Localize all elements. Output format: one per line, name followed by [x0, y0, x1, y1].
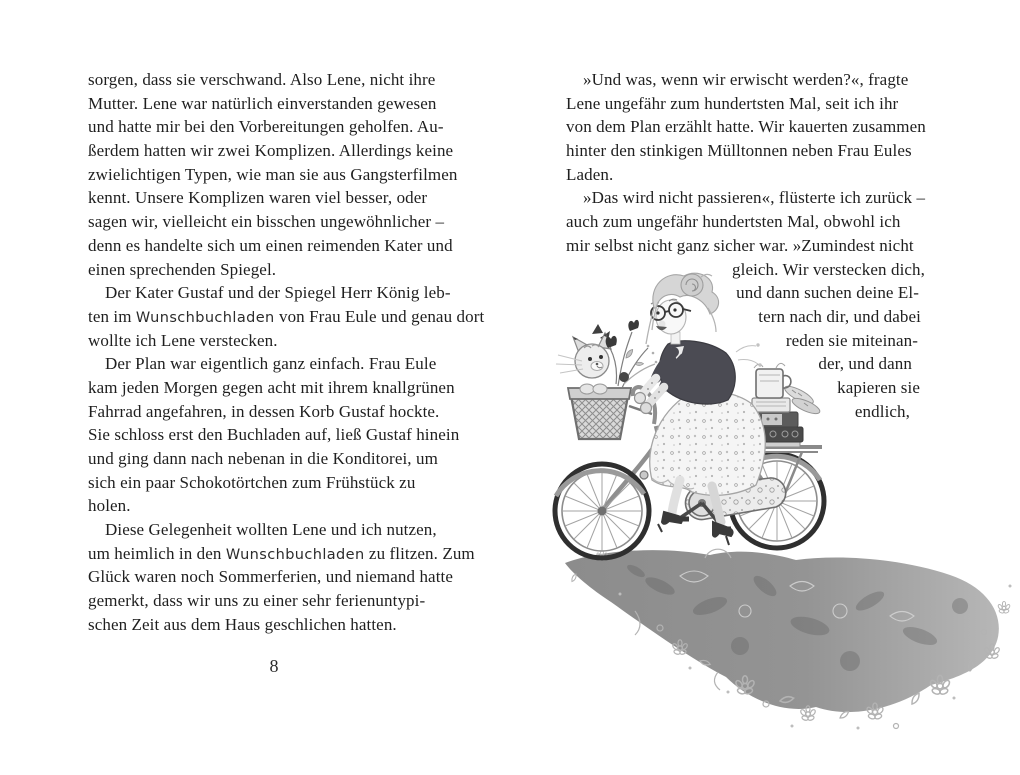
text-line: schen Zeit aus dem Haus geschlichen hatten. — [88, 614, 397, 634]
text-line: auch zum ungefähr hundertsten Mal, obwohl ich — [566, 212, 901, 232]
text-line: und hatte mir bei den Vorbereitungen geholfen. Au- — [88, 117, 444, 137]
text-line: Laden. — [566, 164, 614, 184]
text-line: tern nach dir, und dabei — [758, 306, 921, 326]
text-line: ten im Wunschbuchladen von Frau Eule und genau dort — [88, 306, 485, 326]
left-page-text — [88, 68, 485, 637]
text-line: gleich. Wir verstecken dich, — [732, 259, 925, 279]
text-line: und dann suchen deine El- — [736, 283, 919, 303]
text-line: holen. — [88, 496, 131, 516]
text-line: einen sprechenden Spiegel. — [88, 259, 277, 279]
text-line: »Das wird nicht passieren«, flüsterte ich zurück – — [583, 188, 926, 208]
shoe — [713, 522, 733, 545]
text-line: Lene ungefähr zum hundertsten Mal, seit ich ihr — [566, 93, 899, 113]
bike-lamp — [640, 471, 648, 479]
floral-shadow — [565, 549, 1012, 729]
text-line: endlich, — [854, 401, 910, 421]
right-page-text — [566, 68, 938, 258]
flower-bouquet — [606, 320, 658, 388]
text-line: »Und was, wenn wir erwischt werden?«, fragte — [583, 70, 909, 89]
text-line: und ging dann nach nebenan in die Konditorei, um — [88, 449, 438, 468]
text-line: Diese Gelegenheit wollten Lene und ich nutzen, — [105, 520, 437, 540]
text-line: sorgen, dass sie verschwand. Also Lene, nicht ihre — [88, 70, 436, 89]
text-line: Glück waren noch Sommerferien, und niemand hatte — [88, 567, 453, 587]
text-line: sich ein paar Schokotörtchen zum Frühstück zu — [88, 472, 416, 492]
left-page — [88, 68, 485, 676]
cat-gustaf — [556, 324, 611, 394]
text-line: gemerkt, dass wir uns zu einer sehr ferienuntypi- — [88, 591, 426, 611]
floral-skirt — [650, 391, 765, 495]
text-line: Mutter. Lene war natürlich einverstanden gewesen — [88, 93, 437, 113]
bicycle-illustration — [540, 256, 1020, 771]
text-line: ßerdem hatten wir zwei Komplizen. Allerdings keine — [88, 141, 454, 161]
text-line: Sie schloss erst den Buchladen auf, ließ Gustaf hinein — [88, 425, 460, 445]
text-line: sagen wir, vielleicht ein bisschen ungewöhnlicher – — [88, 212, 445, 232]
glove — [635, 393, 646, 404]
text-line: denn es handelte sich um einen reimenden Kater und — [88, 235, 453, 255]
text-line: reden sie miteinan- — [785, 330, 918, 350]
page-number: 8 — [269, 656, 279, 676]
text-line: kapieren sie — [837, 377, 920, 397]
front-wheel — [555, 464, 649, 558]
coffee-mug — [754, 363, 791, 398]
text-line: zwielichtigen Typen, wie man sie aus Gangsterfilmen — [88, 164, 458, 184]
text-line: kennt. Unsere Komplizen waren viel besser, oder — [88, 188, 428, 208]
text-line: kam jeden Morgen gegen acht mit ihrem knallgrünen — [88, 377, 455, 397]
text-line: Der Plan war eigentlich ganz einfach. Frau Eule — [105, 354, 437, 374]
text-line: der, und dann — [818, 354, 912, 374]
text-line: wollte ich Lene verstecken. — [88, 330, 278, 350]
glove — [641, 403, 652, 414]
text-line: hinter den stinkigen Mülltonnen neben Frau Eules — [566, 141, 912, 161]
text-line: mir selbst nicht ganz sicher war. »Zumindest nicht — [566, 235, 914, 255]
text-line: um heimlich in den Wunschbuchladen zu flitzen. Zum — [88, 543, 475, 563]
text-line: Fahrrad angefahren, in dessen Korb Gustaf hockte. — [88, 401, 440, 421]
shoe — [658, 512, 682, 532]
text-line: von dem Plan erzählt hatte. Wir kauerten zusammen — [566, 117, 926, 137]
text-line: Der Kater Gustaf und der Spiegel Herr König leb- — [105, 283, 451, 303]
